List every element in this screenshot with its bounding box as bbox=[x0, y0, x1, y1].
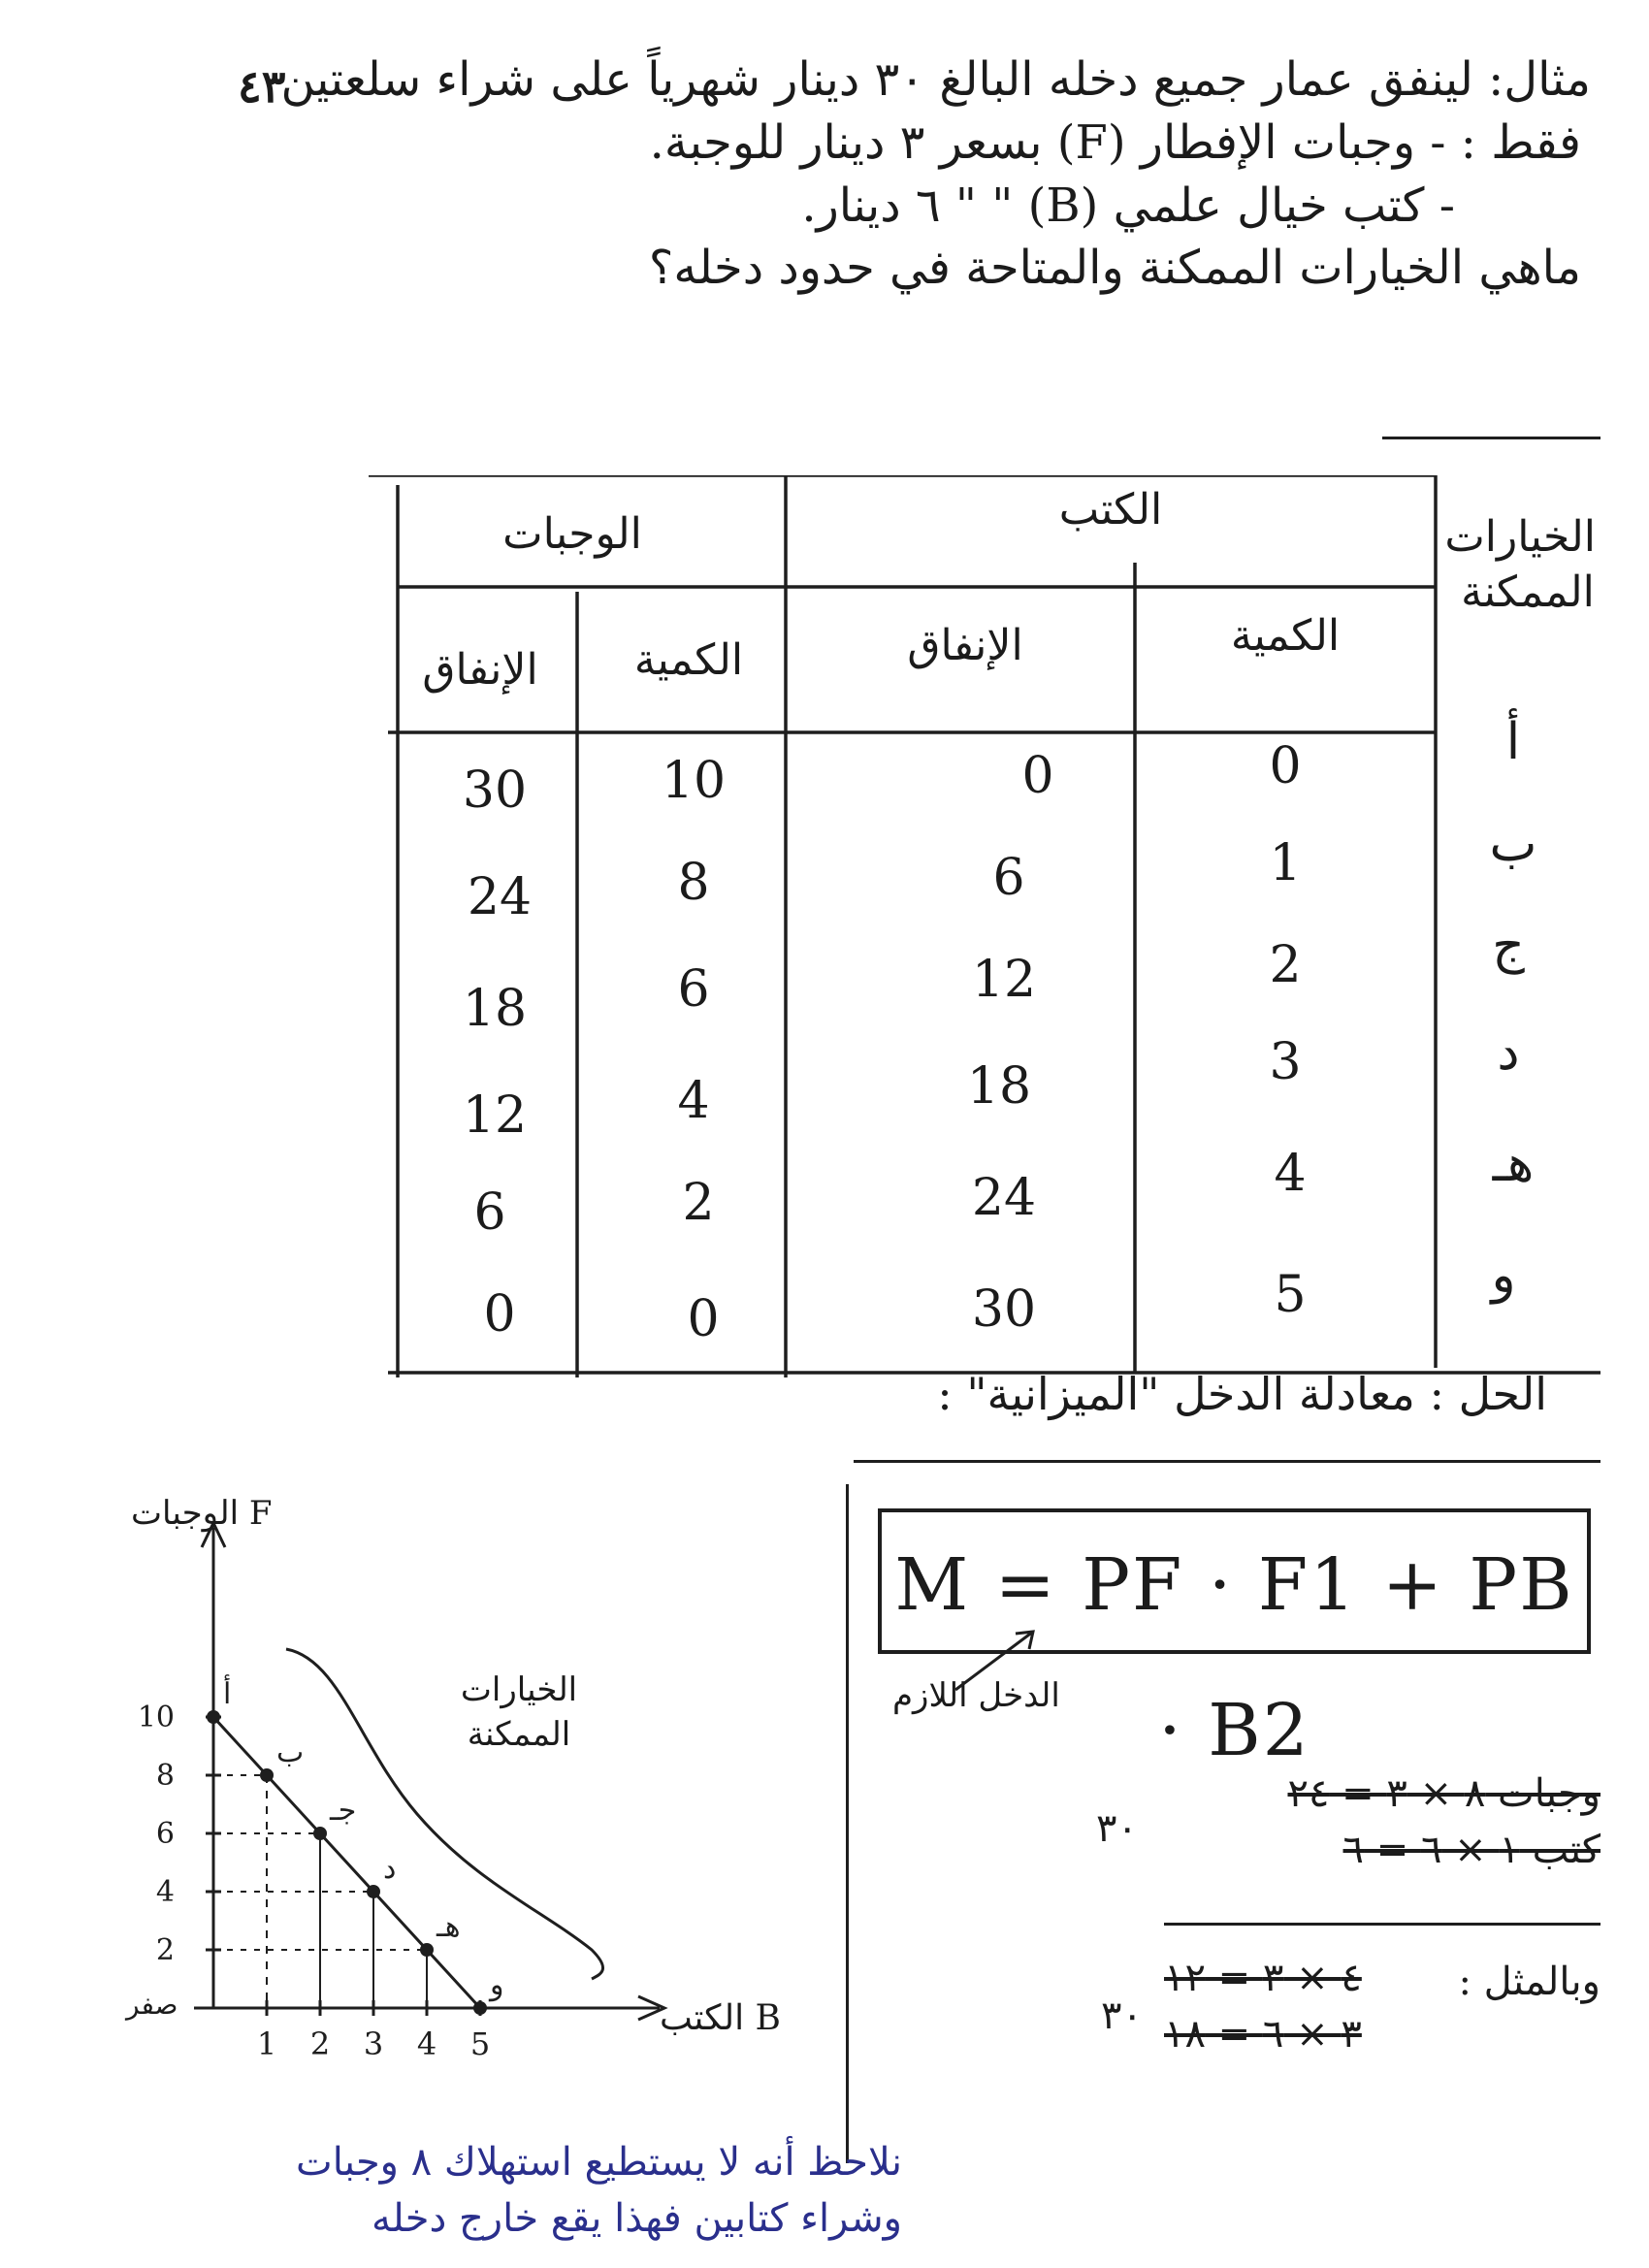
cell-option: أ bbox=[1505, 713, 1521, 771]
point-label: جـ bbox=[330, 1794, 357, 1828]
cell-meals-spend: 24 bbox=[467, 868, 533, 926]
cell-meals-qty: 8 bbox=[677, 854, 710, 912]
point-label: ب bbox=[276, 1735, 305, 1769]
x-tick-label: 2 bbox=[309, 2025, 331, 2062]
y-tick-label: 10 bbox=[137, 1701, 175, 1734]
problem-line-2-label: فقط : bbox=[1460, 114, 1581, 170]
cell-option: ج bbox=[1492, 917, 1525, 975]
y-tick-label: 6 bbox=[155, 1817, 175, 1851]
cell-books-qty: 2 bbox=[1269, 936, 1302, 994]
calc-example-a: ٤ × ٣ = ١٢ bbox=[1164, 1956, 1362, 2000]
y-axis-label: F الوجبات bbox=[131, 1494, 273, 1533]
cell-books-spend: 24 bbox=[971, 1169, 1037, 1227]
cell-option: ب bbox=[1489, 815, 1537, 873]
x-tick-label: 5 bbox=[469, 2025, 491, 2062]
note-line-1: نلاحظ أنه لا يستطيع استهلاك ٨ وجبات bbox=[296, 2140, 902, 2185]
point-label: هـ bbox=[436, 1910, 461, 1944]
cell-books-qty: 4 bbox=[1274, 1145, 1307, 1203]
cell-books-spend: 0 bbox=[1021, 747, 1054, 805]
cell-books-spend: 30 bbox=[971, 1280, 1037, 1339]
cell-option: و bbox=[1491, 1247, 1516, 1305]
cell-meals-qty: 2 bbox=[682, 1174, 715, 1232]
point-label: أ bbox=[223, 1677, 232, 1711]
header-meals-spend: الإنفاق bbox=[422, 645, 538, 695]
problem-line-1: مثال: لينفق عمار جميع دخله البالغ ٣٠ دينار شهرياً على شراء سلعتين bbox=[280, 52, 1591, 107]
cell-option: د bbox=[1497, 1023, 1520, 1082]
header-options: الخيارات الممكنة bbox=[1444, 512, 1596, 618]
calc-meals: وجبات ٨ × ٣ = ٢٤ bbox=[1287, 1771, 1600, 1816]
cell-meals-qty: 4 bbox=[677, 1072, 710, 1130]
problem-line-2-text: - وجبات الإفطار (F) بسعر ٣ دينار للوجبة. bbox=[649, 114, 1446, 170]
income-arrow bbox=[946, 1622, 1062, 1700]
cell-books-spend: 6 bbox=[992, 849, 1025, 907]
top-rule bbox=[1382, 437, 1600, 439]
problem-line-2 bbox=[78, 112, 1581, 175]
handwritten-note bbox=[97, 2134, 902, 2247]
income-label: الدخل اللازم bbox=[892, 1676, 1060, 1715]
data-point bbox=[260, 1768, 274, 1782]
problem-line-3: - كتب خيال علمي (B) " " ٦ دينار. bbox=[801, 178, 1455, 233]
cell-meals-spend: 0 bbox=[483, 1285, 516, 1344]
budget-line-graph bbox=[107, 1494, 844, 2095]
data-point bbox=[420, 1943, 434, 1957]
point-label: و bbox=[490, 1968, 504, 2002]
x-tick-label: 4 bbox=[416, 2025, 437, 2062]
cell-meals-spend: 6 bbox=[473, 1183, 506, 1242]
cell-meals-spend: 18 bbox=[462, 980, 528, 1038]
calc-rule-1 bbox=[1164, 1923, 1600, 1926]
cell-meals-qty: 0 bbox=[687, 1290, 720, 1348]
calc-total-1: ٣٠ bbox=[1096, 1806, 1138, 1851]
header-books-spend: الإنفاق bbox=[907, 621, 1023, 670]
cell-option: هـ bbox=[1492, 1135, 1535, 1193]
x-tick-label: 1 bbox=[256, 2025, 277, 2062]
x-axis-label: B الكتب bbox=[660, 1998, 781, 2038]
header-books-qty: الكمية bbox=[1230, 611, 1341, 661]
note-line-2: وشراء كتابين فهذا يقع خارج دخله bbox=[372, 2196, 902, 2241]
page-mark: ٤٣ bbox=[238, 60, 286, 113]
y-tick-label: 4 bbox=[155, 1875, 175, 1909]
point-label: د bbox=[383, 1852, 397, 1886]
cell-meals-spend: 30 bbox=[462, 761, 528, 820]
cell-books-qty: 3 bbox=[1269, 1033, 1302, 1091]
vertical-separator bbox=[846, 1484, 849, 2163]
cell-meals-qty: 6 bbox=[677, 960, 710, 1019]
cell-books-qty: 5 bbox=[1274, 1266, 1307, 1324]
cell-books-qty: 1 bbox=[1269, 834, 1302, 892]
calc-block-1 bbox=[1057, 1766, 1600, 1878]
header-meals-qty: الكمية bbox=[633, 635, 744, 685]
solution-title: الحل : معادلة الدخل "الميزانية" : bbox=[937, 1368, 1547, 1420]
calc-books: كتب ١ × ٦ = ٦ bbox=[1342, 1828, 1600, 1872]
cell-books-spend: 12 bbox=[971, 951, 1037, 1009]
origin-label: صفر bbox=[126, 1989, 178, 2021]
y-tick-label: 8 bbox=[155, 1759, 175, 1793]
problem-question: ماهي الخيارات الممكنة والمتاحة في حدود دخله؟ bbox=[648, 241, 1581, 296]
calc-total-2: ٣٠ bbox=[1101, 1993, 1143, 2038]
solution-rule bbox=[854, 1460, 1600, 1463]
cell-meals-qty: 10 bbox=[661, 752, 727, 810]
data-point bbox=[313, 1827, 327, 1840]
header-meals: الوجبات bbox=[502, 509, 642, 559]
x-tick-label: 3 bbox=[363, 2025, 384, 2062]
region-label: الخيارات الممكنة bbox=[460, 1670, 578, 1754]
data-point bbox=[367, 1885, 380, 1898]
options-table bbox=[369, 475, 1600, 1377]
example-label: وبالمثل : bbox=[1458, 1960, 1600, 2004]
problem-statement bbox=[78, 49, 1591, 300]
cell-books-qty: 0 bbox=[1269, 737, 1302, 795]
calc-block-2 bbox=[1164, 1950, 1416, 2062]
calc-example-b: ٣ × ٦ = ١٨ bbox=[1164, 2012, 1362, 2057]
y-tick-label: 2 bbox=[155, 1933, 175, 1967]
budget-equation: M = PF · F1 + PB · B2 bbox=[894, 1543, 1574, 1772]
budget-line bbox=[213, 1717, 480, 2008]
cell-meals-spend: 12 bbox=[462, 1086, 528, 1145]
table-grid bbox=[369, 475, 1600, 1377]
header-books: الكتب bbox=[1058, 485, 1163, 535]
cell-books-spend: 18 bbox=[966, 1057, 1032, 1116]
